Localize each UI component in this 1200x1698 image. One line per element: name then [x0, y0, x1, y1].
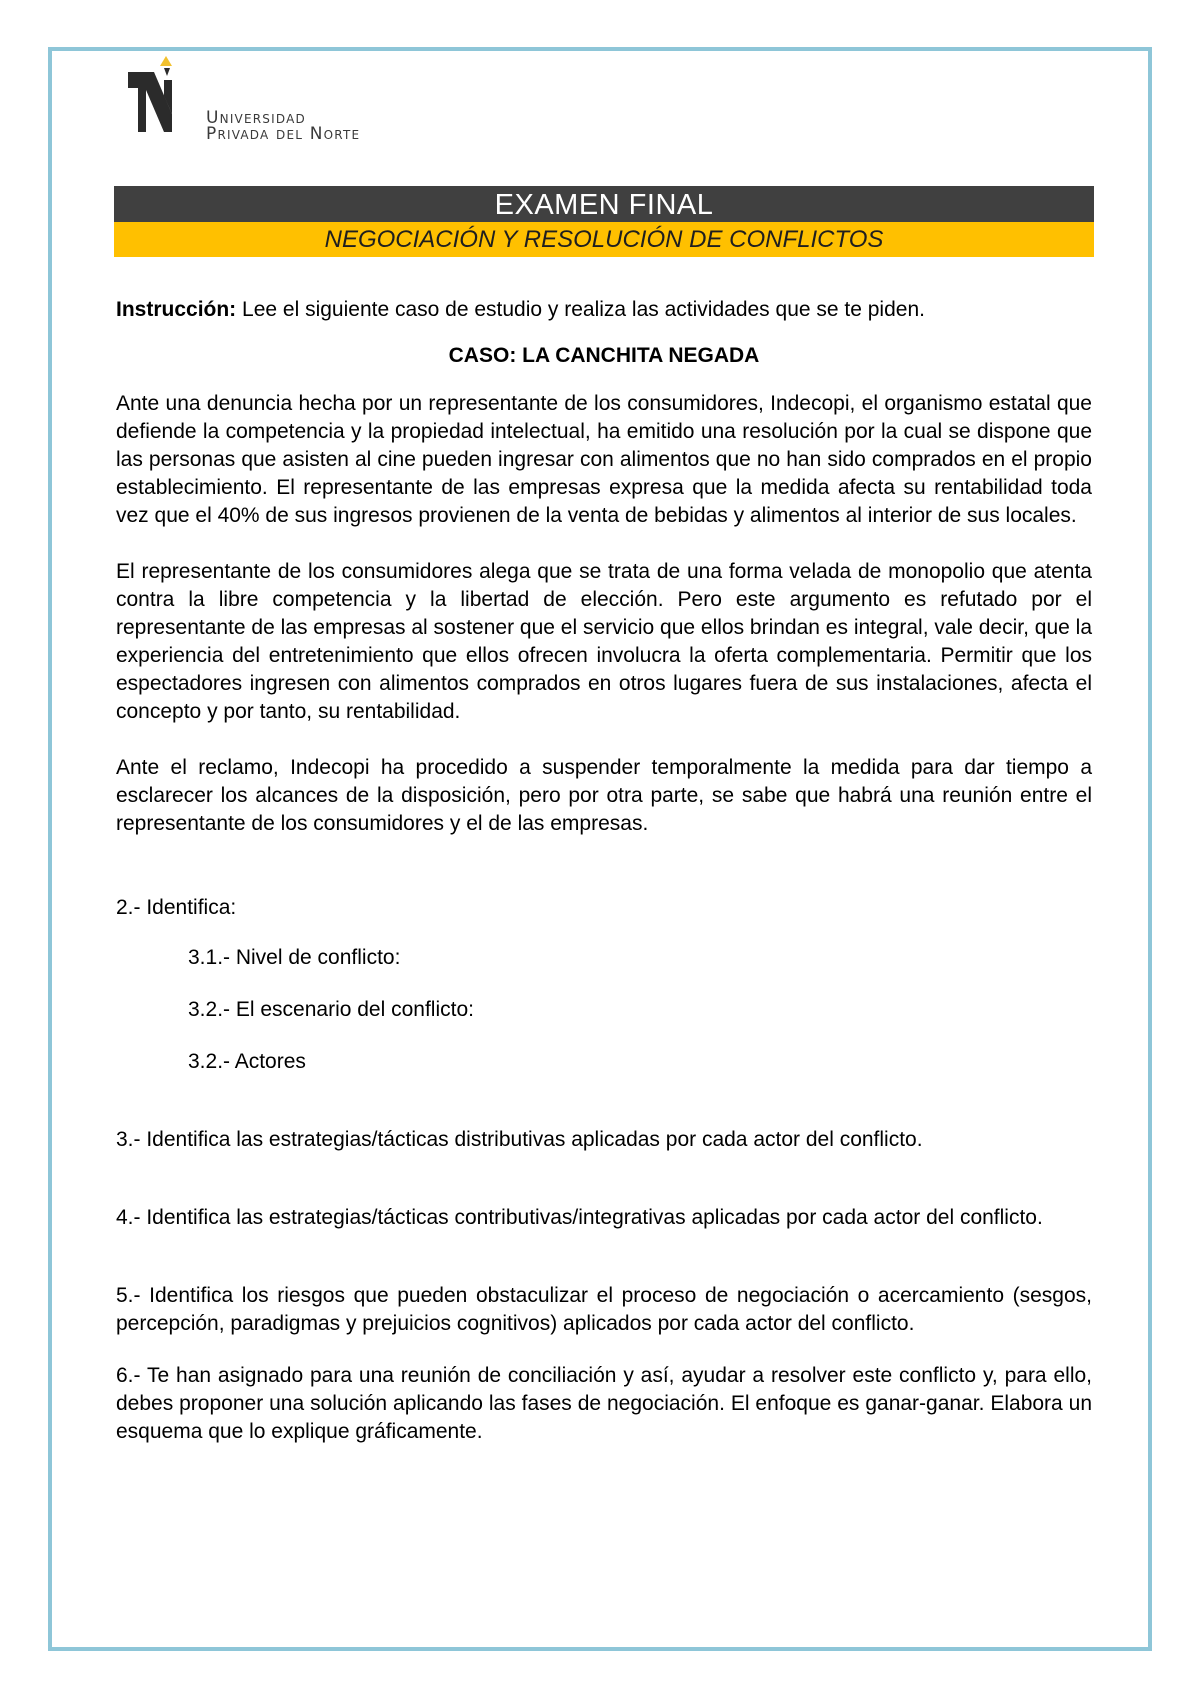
exam-title: EXAMEN FINAL	[494, 189, 714, 221]
instruction-label: Instrucción:	[116, 298, 237, 321]
case-paragraph-1: Ante una denuncia hecha por un representante de los consumidores, Indecopi, el organismo estatal que defiende la competencia y la propiedad intelectual, ha emitido una resolución por la cual se dispone que las personas que asisten al cine pueden ingresar con alimentos que no han sido comprados en el propio establecimiento. El representante de las empresas expresa que la medida afecta su rentabilidad toda vez que el 40% de sus ingresos provienen de la venta de bebidas y alimentos al interior de sus locales.	[116, 392, 1092, 527]
instruction	[116, 296, 1092, 324]
question-2: 2.- Identifica:	[116, 896, 237, 919]
question-6: 6.- Te han asignado para una reunión de conciliación y así, ayudar a resolver este conflicto y, para ello, debes proponer una solución aplicando las fases de negociación. El enfoque es ganar-ganar. Elabora un esquema que lo explique gráficamente.	[116, 1364, 1092, 1443]
instruction-text: Lee el siguiente caso de estudio y realiza las actividades que se te piden.	[236, 298, 925, 321]
exam-title-band	[114, 186, 1094, 222]
case-paragraph-3: Ante el reclamo, Indecopi ha procedido a suspender temporalmente la medida para dar tiempo a esclarecer los alcances de la disposición, pero por otra parte, se sabe que habrá una reunión entre el representante de los consumidores y el de las empresas.	[116, 756, 1092, 835]
question-4: 4.- Identifica las estrategias/tácticas contributivas/integrativas aplicadas por cada actor del conflicto.	[116, 1206, 1043, 1229]
university-name-line1: Universidad	[206, 108, 306, 128]
exam-content	[116, 296, 1092, 1446]
question-5: 5.- Identifica los riesgos que pueden obstaculizar el proceso de negociación o acercamiento (sesgos, percepción, paradigmas y prejuicios cognitivos) aplicados por cada actor del conflicto.	[116, 1284, 1092, 1335]
question-2-item-1: 3.1.- Nivel de conflicto:	[188, 946, 401, 969]
course-title-band	[114, 222, 1094, 257]
university-name-line2: Privada del Norte	[206, 124, 361, 144]
course-title: NEGOCIACIÓN Y RESOLUCIÓN DE CONFLICTOS	[324, 226, 884, 253]
university-name	[206, 110, 360, 142]
question-3: 3.- Identifica las estrategias/tácticas distributivas aplicadas por cada actor del conflicto.	[116, 1128, 923, 1151]
case-paragraph-2: El representante de los consumidores alega que se trata de una forma velada de monopolio que atenta contra la libre competencia y la libertad de elección. Pero este argumento es refutado por el representante de las empresas al sostener que el servicio que ellos brindan es integral, vale decir, que la experiencia del entretenimiento que ellos ofrecen involucra la oferta complementaria. Permitir que los espectadores ingresen con alimentos comprados en otros lugares fuera de sus instalaciones, afecta el concepto y por tanto, su rentabilidad.	[116, 560, 1092, 723]
question-2-item-3: 3.2.- Actores	[188, 1050, 306, 1073]
question-2-item-2: 3.2.- El escenario del conflicto:	[188, 998, 474, 1021]
case-title: CASO: LA CANCHITA NEGADA	[448, 344, 760, 367]
